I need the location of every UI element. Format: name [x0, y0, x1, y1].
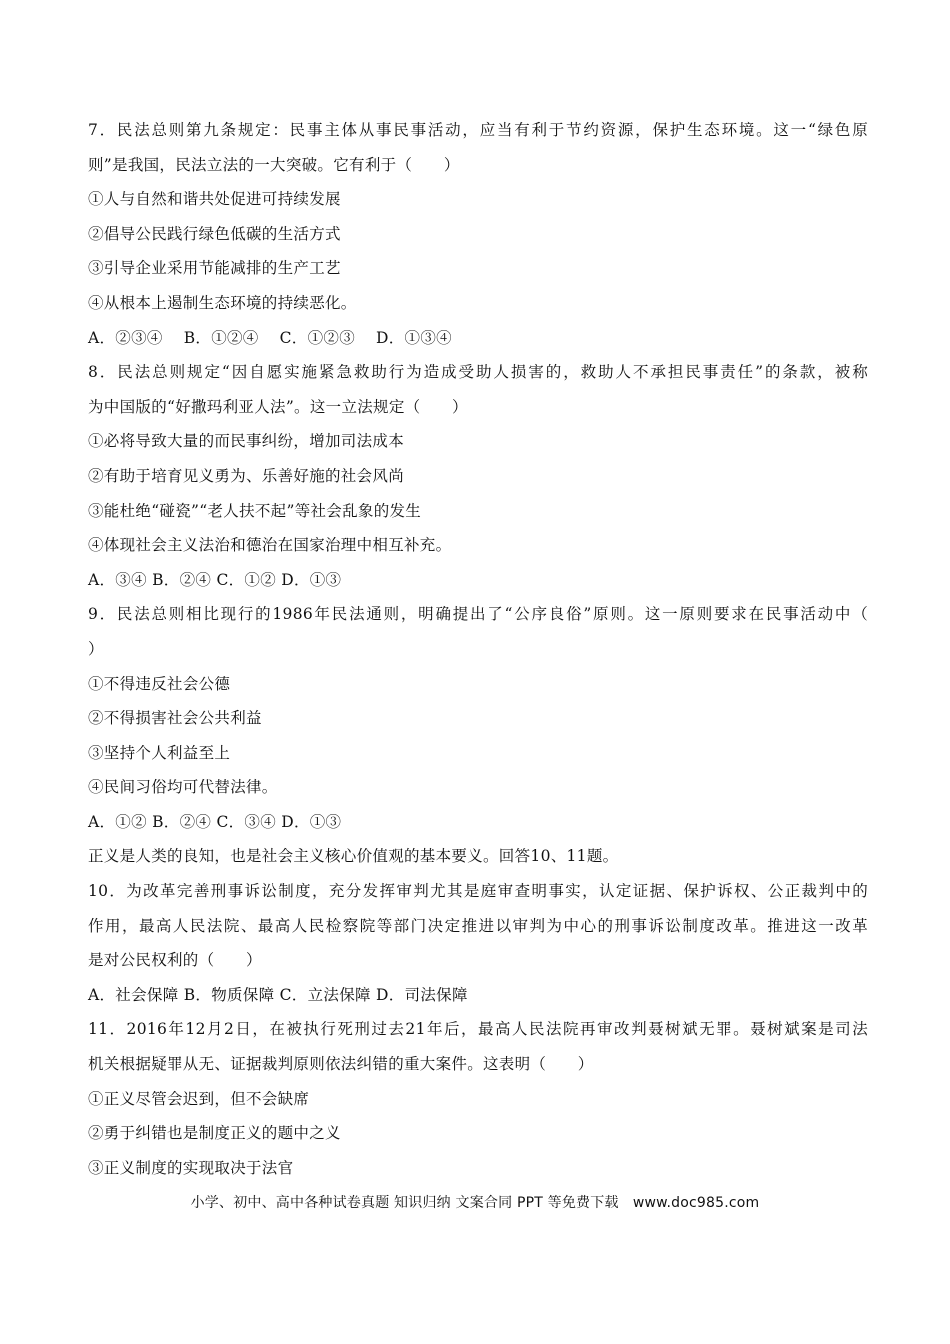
q9-stem-line-2: ） [88, 639, 104, 658]
q8-statement-4: ④体现社会主义法治和德治在国家治理中相互补充。 [88, 536, 452, 555]
q7-statement-3: ③引导企业采用节能减排的生产工艺 [88, 259, 341, 278]
q7-statement-1: ①人与自然和谐共处促进可持续发展 [88, 190, 341, 209]
q7-stem-line-1: 7．民法总则第九条规定：民事主体从事民事活动，应当有利于节约资源，保护生态环境。这一“绿色原 [88, 121, 868, 139]
q11-statement-2: ②勇于纠错也是制度正义的题中之义 [88, 1124, 341, 1143]
q9-statement-2: ②不得损害社会公共利益 [88, 709, 262, 728]
q7-options: A．②③④ B．①②④ C．①②③ D．①③④ [88, 328, 452, 347]
q10-11-intro: 正义是人类的良知，也是社会主义核心价值观的基本要义。回答10、11题。 [88, 847, 619, 866]
q11-stem-line-2: 机关根据疑罪从无、证据裁判原则依法纠错的重大案件。这表明（ ） [88, 1055, 594, 1074]
q9-stem-line-1: 9．民法总则相比现行的1986年民法通则，明确提出了“公序良俗”原则。这一原则要求在民事活动中（ [88, 605, 868, 624]
q8-options: A．③④ B．②④ C．①② D．①③ [88, 570, 342, 589]
q8-statement-2: ②有助于培育见义勇为、乐善好施的社会风尚 [88, 466, 405, 485]
q11-stem-line-1: 11．2016年12月2日，在被执行死刑过去21年后，最高人民法院再审改判聂树斌无罪。聂树斌案是司法 [88, 1020, 868, 1039]
q11-statement-1: ①正义尽管会迟到，但不会缺席 [88, 1089, 310, 1108]
q8-statement-3: ③能杜绝“碰瓷”“老人扶不起”等社会乱象的发生 [88, 501, 422, 520]
q7-statement-4: ④从根本上遏制生态环境的持续恶化。 [88, 293, 357, 312]
q8-stem-line-2: 为中国版的“好撒玛利亚人法”。这一立法规定（ ） [88, 397, 468, 416]
q10-stem-line-2: 作用，最高人民法院、最高人民检察院等部门决定推进以审判为中心的刑事诉讼制度改革。推进这一改革 [88, 916, 868, 935]
q10-stem-line-3: 是对公民权利的（ ） [88, 951, 262, 970]
q9-statement-1: ①不得违反社会公德 [88, 674, 231, 693]
q9-statement-3: ③坚持个人利益至上 [88, 743, 231, 762]
q8-statement-1: ①必将导致大量的而民事纠纷，增加司法成本 [88, 432, 405, 451]
question-content [88, 113, 868, 1185]
q9-options: A．①② B．②④ C．③④ D．①③ [88, 812, 342, 831]
q10-options: A．社会保障 B．物质保障 C．立法保障 D．司法保障 [88, 985, 468, 1004]
page-footer: 小学、初中、高中各种试卷真题 知识归纳 文案合同 PPT 等免费下载 www.doc985.com [190, 1195, 760, 1211]
q7-stem-line-2: 则”是我国，民法立法的一大突破。它有利于（ ） [88, 155, 460, 174]
q10-stem-line-1: 10．为改革完善刑事诉讼制度，充分发挥审判尤其是庭审查明事实，认定证据、保护诉权、公正裁判中的 [88, 882, 868, 901]
q9-statement-4: ④民间习俗均可代替法律。 [88, 778, 278, 797]
q11-statement-3: ③正义制度的实现取决于法官 [88, 1158, 294, 1177]
q7-statement-2: ②倡导公民践行绿色低碳的生活方式 [88, 224, 341, 243]
q8-stem-line-1: 8．民法总则规定“因自愿实施紧急救助行为造成受助人损害的，救助人不承担民事责任”的条款，被称 [88, 363, 868, 382]
